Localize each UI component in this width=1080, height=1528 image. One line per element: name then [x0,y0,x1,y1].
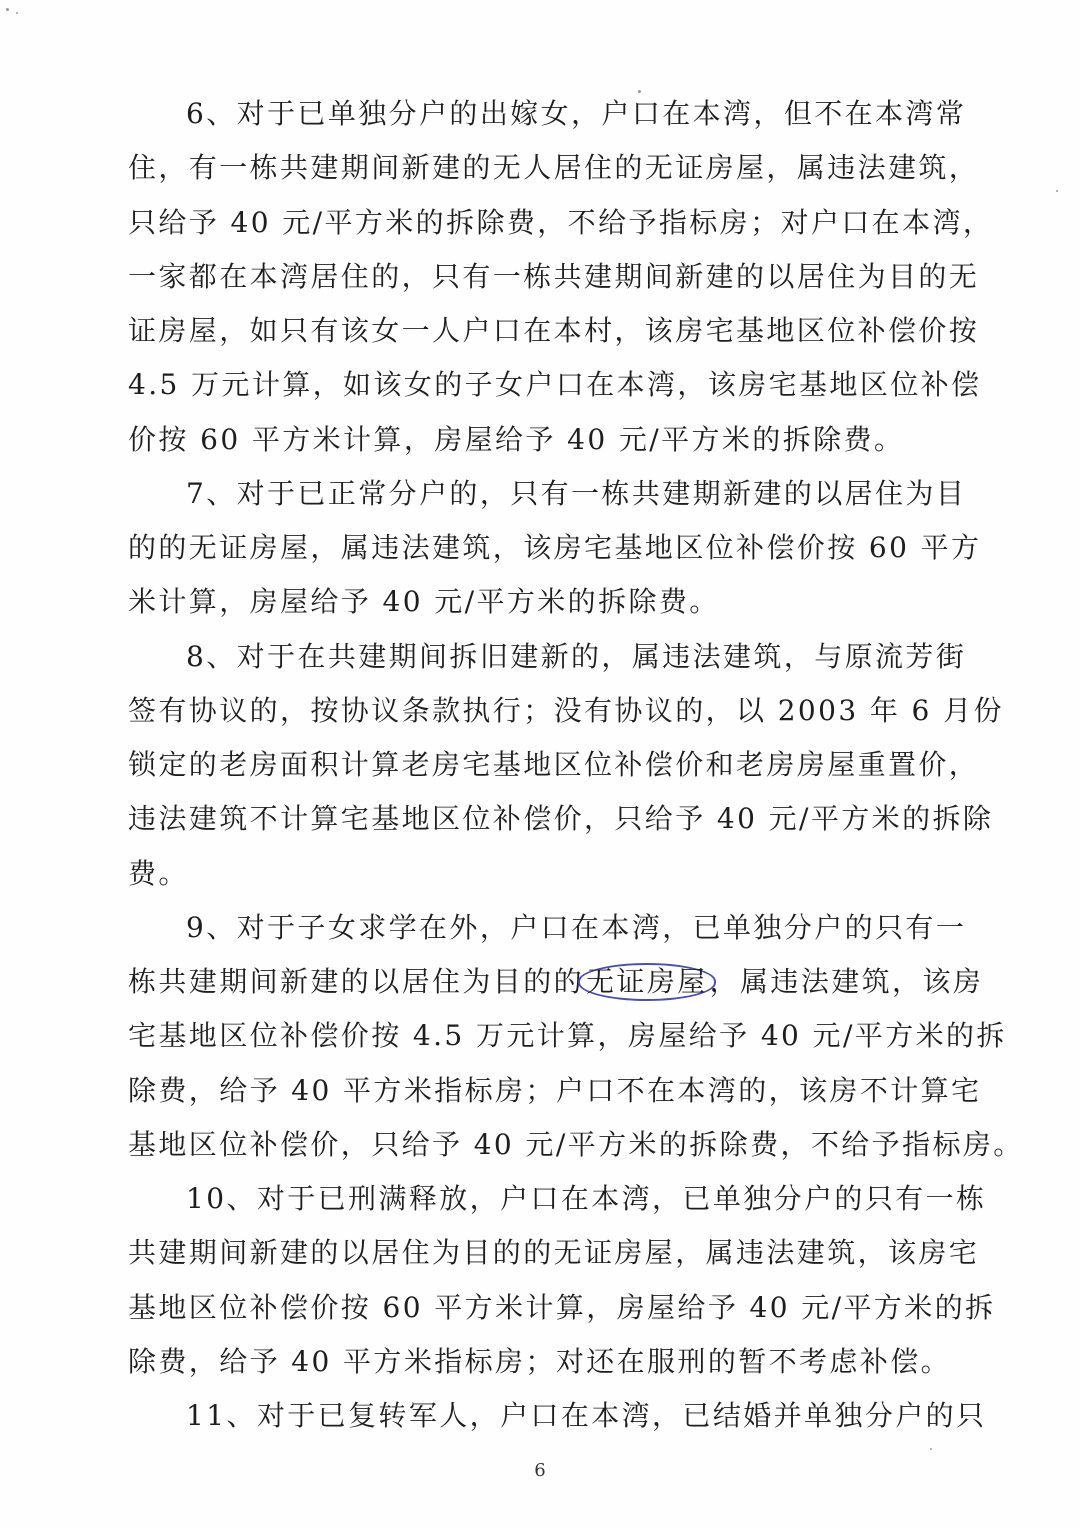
paragraph-6-line-5: 证房屋，如只有该女一人户口在本村，该房宅基地区位补偿价按 [128,314,980,347]
paragraph-10-line-4: 除费，给予 40 平方米指标房；对还在服刑的暂不考虑补偿。 [128,1345,952,1378]
paragraph-9-line-2 [128,964,984,1000]
scan-speck [638,90,641,93]
paragraph-11-line-1: 11、对于已复转军人，户口在本湾，已结婚并单独分户的只 [186,1399,987,1432]
paragraph-7-line-2: 的的无证房屋，属违法建筑，该房宅基地区位补偿价按 60 平方 [128,531,982,564]
paragraph-6-line-4: 一家都在本湾居住的，只有一栋共建期间新建的以居住为目的无 [128,260,980,293]
scan-speck [6,8,9,11]
scan-speck [1056,190,1058,192]
paragraph-8-line-1: 8、对于在共建期间拆旧建新的，属违法建筑，与原流芳街 [186,640,967,673]
paragraph-10-line-2: 共建期间新建的以居住为目的的无证房屋，属违法建筑，该房宅 [128,1236,980,1269]
paragraph-9-line-3: 宅基地区位补偿价按 4.5 万元计算，房屋给予 40 元/平方米的拆 [128,1019,1007,1052]
paragraph-8-line-5: 费。 [128,857,189,890]
paragraph-8-line-4: 违法建筑不计算宅基地区位补偿价，只给予 40 元/平方米的拆除 [128,802,994,835]
paragraph-8-line-2: 签有协议的，按协议条款执行；没有协议的，以 2003 年 6 月份 [128,694,1004,727]
circled-phrase: 无证房屋 [578,963,716,1001]
paragraph-8-line-3: 锁定的老房面积计算老房宅基地区位补偿价和老房房屋重置价， [128,748,980,781]
paragraph-10-line-3: 基地区位补偿价按 60 平方米计算，房屋给予 40 元/平方米的拆 [128,1291,996,1324]
paragraph-9-line-2-start: 栋共建期间新建的以居住为目的的 [128,965,585,998]
paragraph-7-line-3: 米计算，房屋给予 40 元/平方米的拆除费。 [128,585,720,618]
scan-speck [16,12,18,14]
paragraph-6-line-2: 住，有一栋共建期间新建的无人居住的无证房屋，属违法建筑， [128,151,980,184]
paragraph-7-line-1: 7、对于已正常分户的，只有一栋共建期新建的以居住为目 [186,477,967,510]
paragraph-9-line-2-end: ，属违法建筑，该房 [709,965,984,998]
paragraph-9-line-5: 基地区位补偿价，只给予 40 元/平方米的拆除费，不给予指标房。 [128,1128,1024,1161]
paragraph-10-line-1: 10、对于已刑满释放，户口在本湾，已单独分户的只有一栋 [186,1182,987,1215]
paragraph-6-line-1: 6、对于已单独分户的出嫁女，户口在本湾，但不在本湾常 [186,97,967,130]
scan-speck [930,1448,932,1450]
paragraph-6-line-7: 价按 60 平方米计算，房屋给予 40 元/平方米的拆除费。 [128,423,905,456]
paragraph-6-line-6: 4.5 万元计算，如该女的子女户口在本湾，该房宅基地区位补偿 [128,368,982,401]
paragraph-9-line-4: 除费，给予 40 平方米指标房；户口不在本湾的，该房不计算宅 [128,1074,982,1107]
paragraph-9-line-1: 9、对于子女求学在外，户口在本湾，已单独分户的只有一 [186,911,967,944]
page-number: 6 [534,1460,546,1481]
paragraph-6-line-3: 只给予 40 元/平方米的拆除费，不给予指标房；对户口在本湾， [128,206,994,239]
